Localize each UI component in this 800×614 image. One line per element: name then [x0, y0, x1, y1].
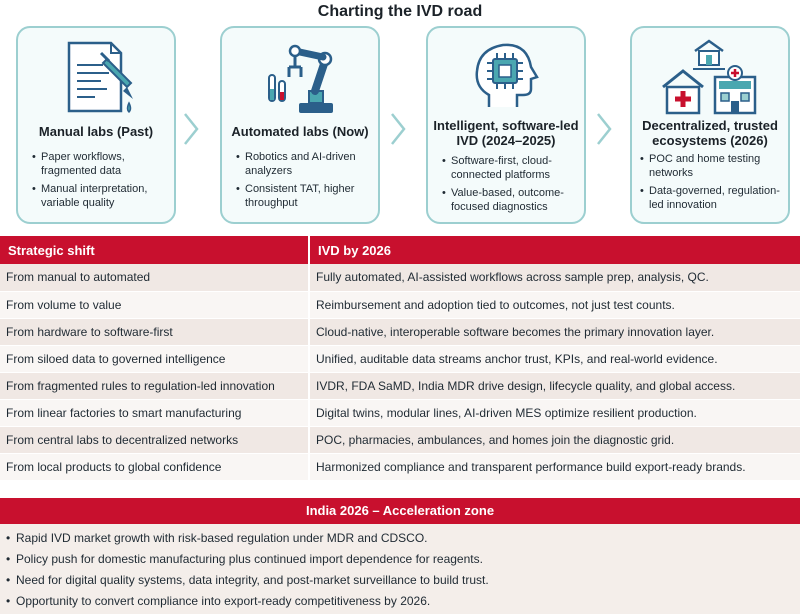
stage-bullet: • Consistent TAT, higher throughput [236, 182, 372, 210]
stage-bullet: • POC and home testing networks [640, 152, 782, 180]
stage-card-automated-labs [220, 26, 380, 224]
stage-title: Automated labs (Now) [231, 124, 369, 139]
table-row [0, 345, 800, 372]
table-cell-shift: From manual to automated [0, 264, 309, 291]
table-cell-outcome: Reimbursement and adoption tied to outcomes, not just test counts. [309, 291, 800, 318]
stage-card-decentralized [630, 26, 790, 224]
table-cell-shift: From siloed data to governed intelligence [0, 345, 309, 372]
stage-bullets [640, 152, 782, 216]
india-bullet: • Opportunity to convert compliance into export-ready competitiveness by 2026. [6, 591, 792, 612]
stage-bullet: • Robotics and AI-driven analyzers [236, 150, 372, 178]
stage-bullet: • Manual interpretation, variable quality [32, 182, 168, 210]
table-cell-outcome: Cloud-native, interoperable software becomes the primary innovation layer. [309, 318, 800, 345]
table-cell-shift: From local products to global confidence [0, 453, 309, 480]
stage-card-manual-labs [16, 26, 176, 224]
india-bullet: • Policy push for domestic manufacturing plus continued import dependence for reagents. [6, 549, 792, 570]
table-cell-outcome: Fully automated, AI-assisted workflows across sample prep, analysis, QC. [309, 264, 800, 291]
stage-bullet: • Data-governed, regulation-led innovation [640, 184, 782, 212]
table-row [0, 372, 800, 399]
chevron-right-icon [182, 112, 200, 146]
robot-arm-icon [222, 34, 378, 120]
table-row [0, 264, 800, 291]
table-row [0, 426, 800, 453]
table-cell-shift: From fragmented rules to regulation-led innovation [0, 372, 309, 399]
table-row [0, 291, 800, 318]
table-cell-outcome: Harmonized compliance and transparent performance build export-ready brands. [309, 453, 800, 480]
india-section-heading: India 2026 – Acceleration zone [0, 498, 800, 524]
table-cell-outcome: Unified, auditable data streams anchor trust, KPIs, and real-world evidence. [309, 345, 800, 372]
table-cell-outcome: Digital twins, modular lines, AI-driven MES optimize resilient production. [309, 399, 800, 426]
table-row [0, 318, 800, 345]
home-clinic-icon [632, 34, 788, 120]
table-cell-outcome: IVDR, FDA SaMD, India MDR drive design, lifecycle quality, and global access. [309, 372, 800, 399]
chevron-right-icon [595, 112, 613, 146]
stage-bullets [236, 150, 372, 214]
stage-card-intelligent-ivd [426, 26, 586, 224]
india-bullets [0, 524, 800, 614]
india-bullet: • Rapid IVD market growth with risk-based regulation under MDR and CDSCO. [6, 528, 792, 549]
stage-bullet: • Software-first, cloud-connected platforms [442, 154, 578, 182]
stage-bullet: • Paper workflows, fragmented data [32, 150, 168, 178]
paper-pen-icon [18, 34, 174, 120]
stage-bullet: • Value-based, outcome-focused diagnostics [442, 186, 578, 214]
page-title: Charting the IVD road [317, 3, 483, 20]
stage-bullets [32, 150, 168, 214]
strategic-shift-table [0, 236, 800, 481]
brain-chip-icon [428, 34, 584, 120]
table-row [0, 453, 800, 480]
table-cell-shift: From hardware to software-first [0, 318, 309, 345]
column-header-ivd-2026: IVD by 2026 [309, 236, 800, 264]
table-cell-shift: From volume to value [0, 291, 309, 318]
table-cell-outcome: POC, pharmacies, ambulances, and homes join the diagnostic grid. [309, 426, 800, 453]
column-header-strategic-shift: Strategic shift [0, 236, 309, 264]
table-row [0, 399, 800, 426]
stage-cards [0, 26, 800, 226]
table-cell-shift: From central labs to decentralized networks [0, 426, 309, 453]
chevron-right-icon [389, 112, 407, 146]
stage-bullets [442, 154, 578, 218]
table-header-row [0, 236, 800, 264]
table-cell-shift: From linear factories to smart manufacturing [0, 399, 309, 426]
stage-title: Intelligent, software-led IVD (2024–2025) [433, 118, 579, 148]
stage-title: Manual labs (Past) [38, 124, 154, 139]
india-bullet: • Need for digital quality systems, data integrity, and post-market surveillance to build trust. [6, 570, 792, 591]
stage-title: Decentralized, trusted ecosystems (2026) [642, 118, 778, 148]
india-acceleration-section [0, 498, 800, 614]
